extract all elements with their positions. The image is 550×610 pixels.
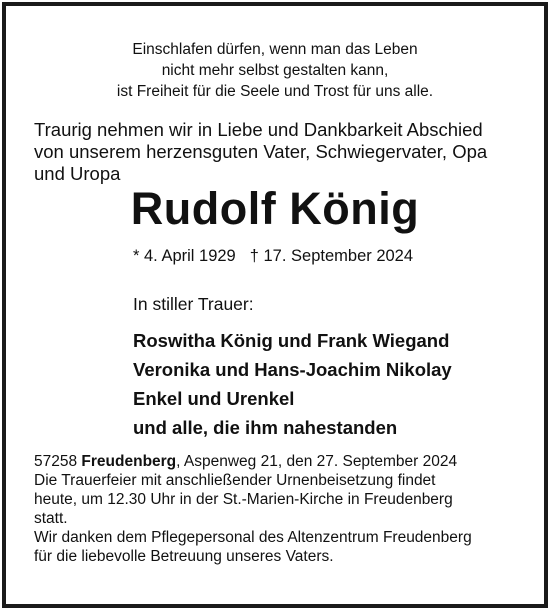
address-line <box>34 452 472 471</box>
mourner-entry: und alle, die ihm nahestanden <box>133 417 398 438</box>
intro-line: und Uropa <box>34 163 121 184</box>
mourner-entry: Roswitha König und Frank Wiegand <box>133 330 450 351</box>
obituary-content <box>6 6 544 604</box>
address-rest: , Aspenweg 21, den 27. September 2024 <box>176 453 458 470</box>
obituary-border <box>2 2 548 608</box>
city: Freudenberg <box>81 453 177 470</box>
poem-block <box>6 39 544 102</box>
footer-line: heute, um 12.30 Uhr in der St.-Marien-Kirche in Freudenberg <box>34 491 453 508</box>
intro-line: von unserem herzensguten Vater, Schwiegervater, Opa <box>34 141 488 162</box>
poem-line: nicht mehr selbst gestalten kann, <box>161 62 389 79</box>
deceased-name: Rudolf König <box>130 183 420 234</box>
poem-line: ist Freiheit für die Seele und Trost für uns alle. <box>116 83 434 100</box>
footer-line: statt. <box>34 510 68 527</box>
birth-date: * 4. April 1929 <box>133 247 236 265</box>
footer-line: Die Trauerfeier mit anschließender Urnenbeisetzung findet <box>34 472 436 489</box>
mourner-entry: Veronika und Hans-Joachim Nikolay <box>133 359 452 380</box>
death-date: † 17. September 2024 <box>249 247 414 265</box>
postcode: 57258 <box>34 453 78 470</box>
footer-line: Wir danken dem Pflegepersonal des Altenzentrum Freudenberg <box>34 529 472 546</box>
intro-line: Traurig nehmen wir in Liebe und Dankbarkeit Abschied <box>34 119 483 140</box>
footer-line: für die liebevolle Betreuung unseres Vaters. <box>34 548 334 565</box>
mourning-label: In stiller Trauer: <box>133 294 254 314</box>
mourner-entry: Enkel und Urenkel <box>133 388 295 409</box>
mourners-list <box>133 326 452 442</box>
life-dates <box>133 246 413 266</box>
poem-line: Einschlafen dürfen, wenn man das Leben <box>132 41 418 58</box>
footer-info <box>34 452 472 566</box>
intro-text <box>34 119 487 185</box>
